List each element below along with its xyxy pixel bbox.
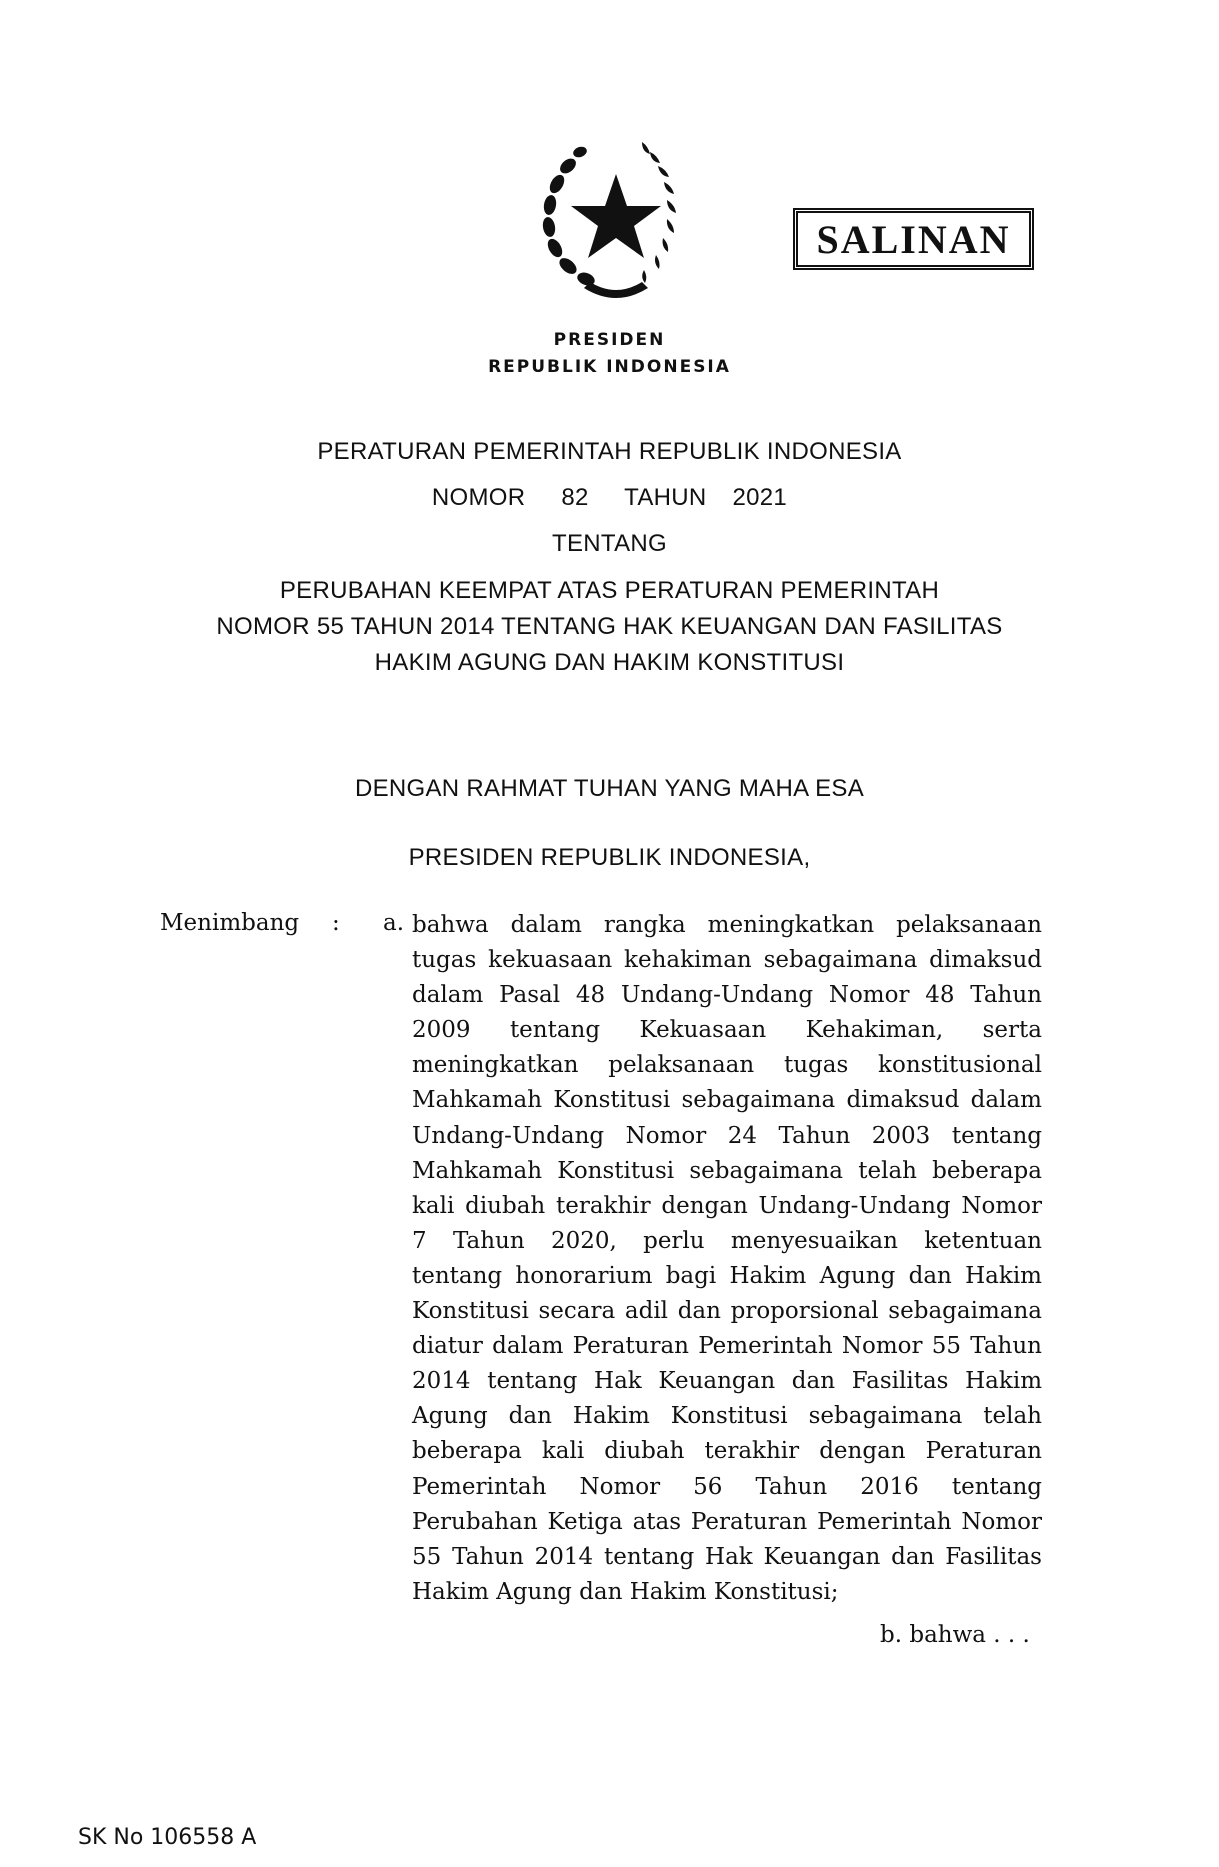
sk-number: SK No 106558 A bbox=[78, 1825, 257, 1850]
menimbang-item-a-text: bahwa dalam rangka meningkatkan pelaksanaan tugas kekuasaan kehakiman sebagaimana dimaksud dalam Pasal 48 Undang-Undang Nomor 48 Tahun 2009 tentang Kekuasaan Kehakiman, serta meningkatkan pelaksanaan tugas konstitusional Mahkamah Konstitusi sebagaimana dimaksud dalam Undang-Undang Nomor 24 Tahun 2003 tentang Mahkamah Konstitusi sebagaimana telah beberapa kali diubah terakhir dengan Undang-Undang Nomor 7 Tahun 2020, perlu menyesuaikan ketentuan tentang honorarium bagi Hakim Agung dan Hakim Konstitusi secara adil dan proporsional sebagaimana diatur dalam Peraturan Pemerintah Nomor 55 Tahun 2014 tentang Hak Keuangan dan Fasilitas Hakim Agung dan Hakim Konstitusi sebagaimana telah beberapa kali diubah terakhir dengan Peraturan Pemerintah Nomor 56 Tahun 2016 tentang Perubahan Ketiga atas Peraturan Pemerintah Nomor 55 Tahun 2014 tentang Hak Keuangan dan Fasilitas Hakim Agung dan Hakim Konstitusi; bbox=[412, 912, 1042, 1605]
regulation-title: PERATURAN PEMERINTAH REPUBLIK INDONESIA bbox=[317, 438, 902, 465]
tahun-value: 2021 bbox=[732, 484, 788, 511]
tentang-heading: TENTANG bbox=[552, 530, 667, 557]
nomor-value: 82 bbox=[561, 484, 589, 511]
subject-line-1: PERUBAHAN KEEMPAT ATAS PERATURAN PEMERINTAH bbox=[279, 577, 940, 604]
menimbang-label: Menimbang bbox=[160, 910, 300, 936]
page-continuation: b. bahwa . . . bbox=[880, 1622, 1030, 1648]
subject-line-2: NOMOR 55 TAHUN 2014 TENTANG HAK KEUANGAN DAN FASILITAS bbox=[216, 613, 1003, 640]
emblem-caption-presiden: PRESIDEN bbox=[553, 330, 666, 350]
menimbang-item-letter: a. bbox=[383, 910, 405, 936]
preamble-rahmat: DENGAN RAHMAT TUHAN YANG MAHA ESA bbox=[354, 775, 865, 802]
tahun-label: TAHUN bbox=[624, 484, 707, 511]
salinan-stamp bbox=[793, 208, 1034, 270]
salinan-text: SALINAN bbox=[816, 216, 1011, 262]
presidential-emblem-icon bbox=[524, 132, 708, 304]
menimbang-colon: : bbox=[332, 910, 340, 936]
subject-line-3: HAKIM AGUNG DAN HAKIM KONSTITUSI bbox=[374, 649, 845, 676]
preamble-presiden: PRESIDEN REPUBLIK INDONESIA, bbox=[408, 844, 811, 871]
emblem-caption-republik: REPUBLIK INDONESIA bbox=[488, 357, 731, 377]
nomor-label: NOMOR bbox=[431, 484, 526, 511]
regulation-number-line bbox=[0, 484, 1219, 512]
